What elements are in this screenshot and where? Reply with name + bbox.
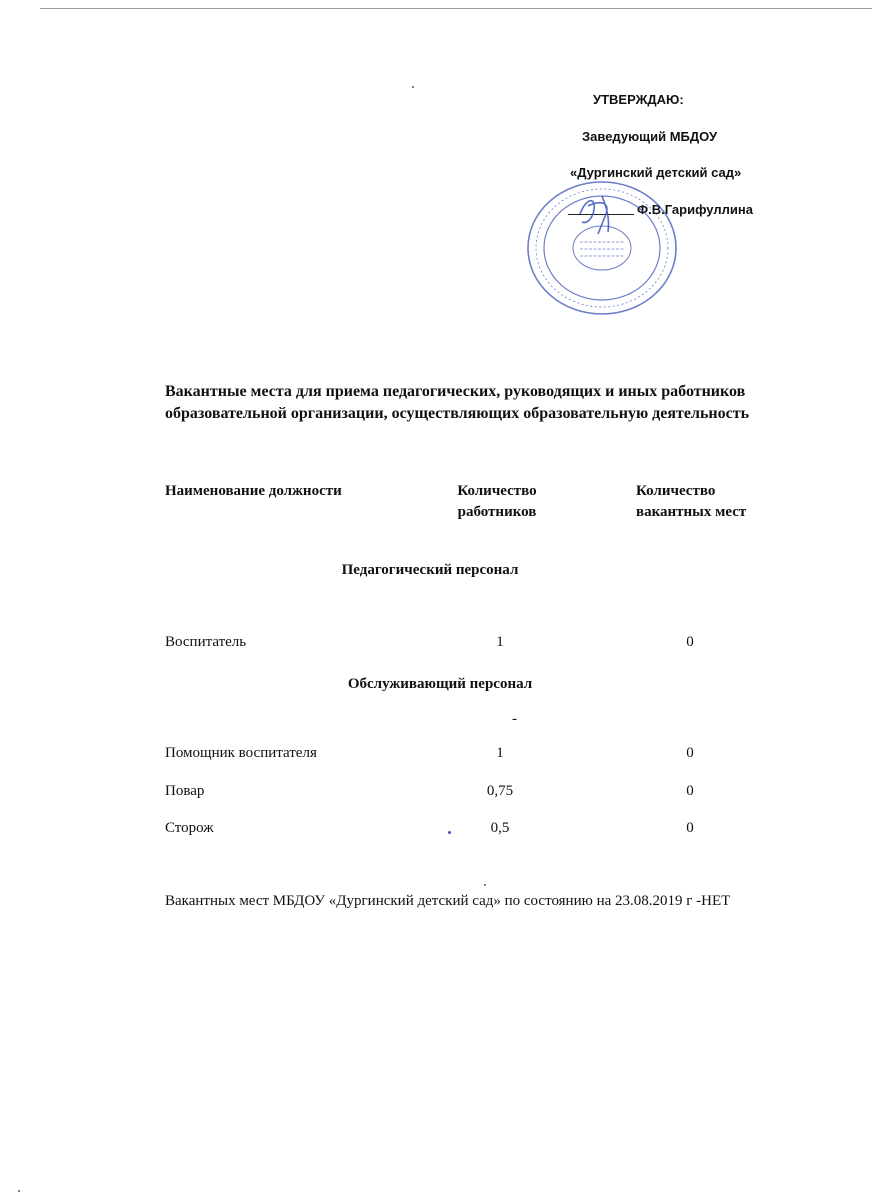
row-vacant: 0 xyxy=(686,745,694,761)
approver-name: Ф.В.Гарифуллина xyxy=(637,202,753,217)
signature-scribble xyxy=(580,196,609,234)
row-workers: 1 xyxy=(496,634,504,650)
row-position: Помощник воспитателя xyxy=(165,745,317,761)
row-vacant: 0 xyxy=(686,783,694,799)
row-position: Повар xyxy=(165,783,205,799)
vacancy-summary: Вакантных мест МБДОУ «Дургинский детский сад» по состоянию на 23.08.2019 г -НЕТ xyxy=(165,893,731,909)
column-header-workers-line-1: Количество xyxy=(457,483,537,499)
row-position: Воспитатель xyxy=(165,634,247,650)
row-position: Сторож xyxy=(165,820,214,836)
row-workers: 0,75 xyxy=(486,783,514,799)
scan-speck xyxy=(484,884,486,886)
row-vacant: 0 xyxy=(686,634,694,650)
section-title-service: Обслуживающий персонал xyxy=(347,676,533,692)
row-vacant: 0 xyxy=(686,820,694,836)
document-title-line-1: Вакантные места для приема педагогических, руководящих и иных работников xyxy=(165,383,746,400)
approver-position: Заведующий МБДОУ xyxy=(582,129,718,144)
dash-mark: - xyxy=(512,711,517,727)
approve-label: УТВЕРЖДАЮ: xyxy=(593,92,684,107)
scan-speck xyxy=(18,1190,20,1192)
column-header-workers-line-2: работников xyxy=(457,504,537,520)
approver-organization: «Дургинский детский сад» xyxy=(570,165,742,180)
row-workers: 0,5 xyxy=(490,820,510,836)
scan-edge-line xyxy=(40,8,872,9)
document-title-line-2: образовательной организации, осуществляющих образовательную деятельность xyxy=(165,405,750,422)
column-header-position: Наименование должности xyxy=(165,483,342,499)
official-stamp xyxy=(522,176,682,320)
column-header-vacant-line-2: вакантных мест xyxy=(636,504,747,520)
scan-speck xyxy=(448,831,451,834)
row-workers: 1 xyxy=(496,745,504,761)
section-title-pedagogical: Педагогический персонал xyxy=(341,562,519,578)
scan-speck xyxy=(412,86,414,88)
column-header-vacant-line-1: Количество xyxy=(636,483,716,499)
